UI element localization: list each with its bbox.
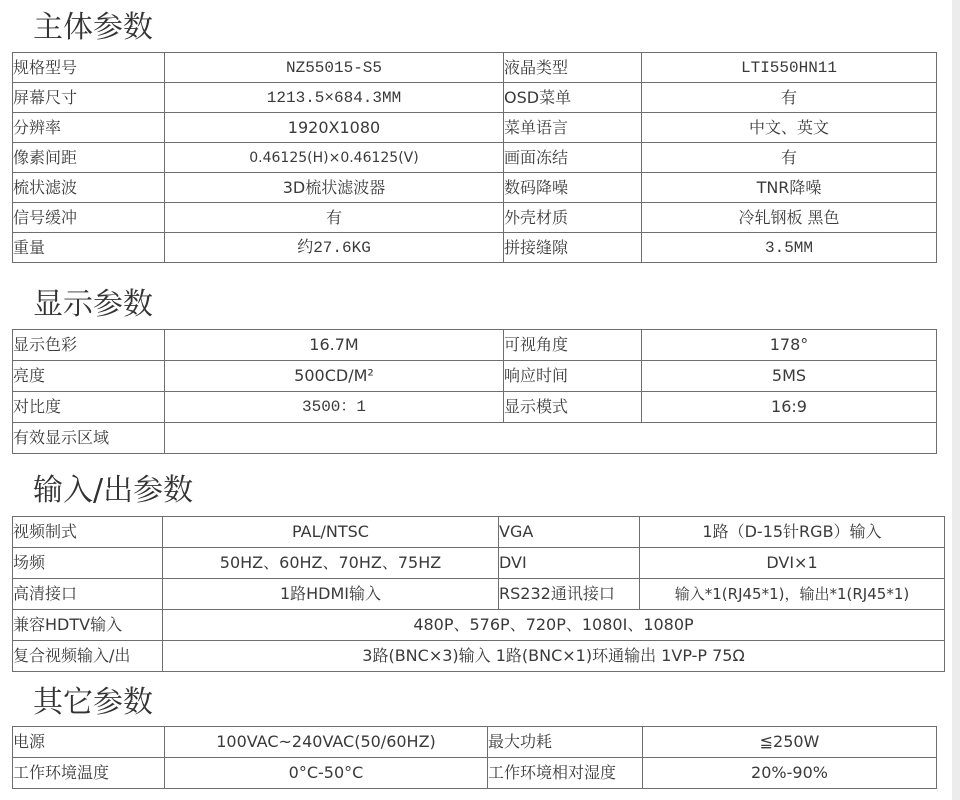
spec-value: TNR降噪: [642, 173, 937, 203]
spec-label: 最大功耗: [488, 727, 643, 758]
spec-value: 3路(BNC×3)输入 1路(BNC×1)环通输出 1VP-P 75Ω: [163, 641, 945, 672]
table-row: [13, 53, 937, 83]
spec-value: 3D梳状滤波器: [165, 173, 504, 203]
spec-value: 约27.6KG: [165, 233, 504, 263]
spec-value: 冷轧钢板 黑色: [642, 203, 937, 233]
spec-label: 梳状滤波: [13, 173, 165, 203]
table-row: [13, 517, 945, 548]
spec-label: 工作环境相对湿度: [488, 758, 643, 789]
section-title-io: 输入/出参数: [33, 473, 194, 508]
spec-label: 液晶类型: [504, 53, 642, 83]
spec-label: 兼容HDTV输入: [13, 610, 163, 641]
table-row: [13, 579, 945, 610]
other-spec-table: [12, 726, 937, 789]
spec-label: 高清接口: [13, 579, 163, 610]
spec-label: 有效显示区域: [13, 423, 165, 454]
spec-value: 178°: [642, 330, 937, 361]
display-spec-table: [12, 329, 937, 454]
spec-value: 3500：1: [165, 392, 504, 423]
spec-label: 屏幕尺寸: [13, 83, 165, 113]
spec-value: 480P、576P、720P、1080I、1080P: [163, 610, 945, 641]
spec-value: 0.46125(H)×0.46125(V): [165, 143, 504, 173]
table-row: [13, 758, 937, 789]
spec-label: OSD菜单: [504, 83, 642, 113]
spec-label: 可视角度: [504, 330, 642, 361]
spec-value: 1路HDMI输入: [163, 579, 499, 610]
table-row: [13, 113, 937, 143]
spec-value: 500CD/M²: [165, 361, 504, 392]
spec-value: 有: [642, 143, 937, 173]
spec-label: 分辨率: [13, 113, 165, 143]
section-title-other: 其它参数: [33, 685, 153, 720]
spec-label: 视频制式: [13, 517, 163, 548]
spec-label: 复合视频输入/出: [13, 641, 163, 672]
spec-value: 输入*1(RJ45*1)，输出*1(RJ45*1): [640, 579, 945, 610]
spec-value: 100VAC~240VAC(50/60HZ): [165, 727, 488, 758]
table-row: [13, 233, 937, 263]
spec-label: 响应时间: [504, 361, 642, 392]
spec-label: 亮度: [13, 361, 165, 392]
spec-label: DVI: [499, 548, 640, 579]
spec-value: 有: [165, 203, 504, 233]
spec-label: 显示色彩: [13, 330, 165, 361]
spec-label: 工作环境温度: [13, 758, 165, 789]
spec-label: 显示模式: [504, 392, 642, 423]
table-row: [13, 330, 937, 361]
spec-value: [165, 423, 937, 454]
spec-label: VGA: [499, 517, 640, 548]
spec-value: 16.7M: [165, 330, 504, 361]
spec-value: 50HZ、60HZ、70HZ、75HZ: [163, 548, 499, 579]
table-row: [13, 173, 937, 203]
spec-value: 1213.5×684.3MM: [165, 83, 504, 113]
table-row: [13, 361, 937, 392]
spec-value: 1920X1080: [165, 113, 504, 143]
section-title-display: 显示参数: [33, 287, 153, 322]
table-row: [13, 423, 937, 454]
table-row: [13, 610, 945, 641]
table-row: [13, 83, 937, 113]
page-edge-strip: [952, 0, 960, 800]
spec-value: LTI550HN11: [642, 53, 937, 83]
spec-value: 16:9: [642, 392, 937, 423]
spec-value: NZ55015-S5: [165, 53, 504, 83]
spec-label: 数码降噪: [504, 173, 642, 203]
spec-label: 画面冻结: [504, 143, 642, 173]
spec-value: 0°C-50°C: [165, 758, 488, 789]
spec-label: 重量: [13, 233, 165, 263]
spec-label: 菜单语言: [504, 113, 642, 143]
spec-value: DVI×1: [640, 548, 945, 579]
spec-label: 拼接缝隙: [504, 233, 642, 263]
table-row: [13, 727, 937, 758]
spec-value: 1路（D-15针RGB）输入: [640, 517, 945, 548]
spec-label: 电源: [13, 727, 165, 758]
spec-label: 规格型号: [13, 53, 165, 83]
spec-label: 对比度: [13, 392, 165, 423]
spec-value: 20%-90%: [643, 758, 937, 789]
spec-label: 信号缓冲: [13, 203, 165, 233]
spec-value: 5MS: [642, 361, 937, 392]
spec-value: PAL/NTSC: [163, 517, 499, 548]
io-spec-table: [12, 516, 945, 672]
spec-label: 像素间距: [13, 143, 165, 173]
table-row: [13, 143, 937, 173]
section-title-main: 主体参数: [33, 10, 153, 45]
table-row: [13, 641, 945, 672]
main-spec-table: [12, 52, 937, 263]
spec-label: RS232通讯接口: [499, 579, 640, 610]
spec-value: 3.5MM: [642, 233, 937, 263]
spec-value: 中文、英文: [642, 113, 937, 143]
spec-value: ≦250W: [643, 727, 937, 758]
table-row: [13, 203, 937, 233]
table-row: [13, 548, 945, 579]
table-row: [13, 392, 937, 423]
spec-label: 场频: [13, 548, 163, 579]
spec-value: 有: [642, 83, 937, 113]
spec-label: 外壳材质: [504, 203, 642, 233]
